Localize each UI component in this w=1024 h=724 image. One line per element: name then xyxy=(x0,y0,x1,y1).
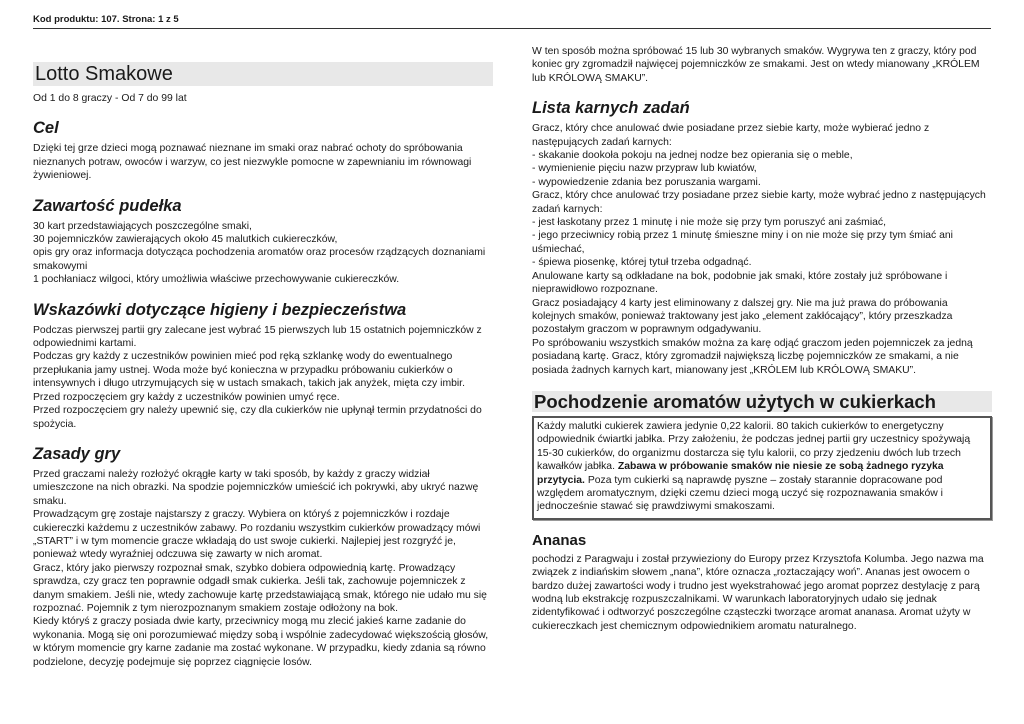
penalty-line: - wypowiedzenie zdania bez poruszania wargami. xyxy=(532,176,761,188)
zawartosc-line: opis gry oraz informacja dotycząca pochodzenia aromatów oraz procesów rządzących doznaniami smakowymi xyxy=(33,247,486,272)
penalty-line: Gracz, który chce anulować dwie posiadane przez siebie karty, może wybierać jedno z następujących zadań karnych: xyxy=(532,123,930,148)
penalty-line: - wymienienie pięciu nazw przypraw lub kwiatów, xyxy=(532,163,757,175)
heading-zasady: Zasady gry xyxy=(33,444,121,463)
heading-pochodzenie: Pochodzenie aromatów użytych w cukierkach xyxy=(532,391,992,412)
calorie-info-text xyxy=(537,420,987,514)
calorie-text-bold: Zabawa w próbowanie smaków nie niesie ze sobą żadnego ryzyka przytycia. xyxy=(537,461,944,486)
heading-ananas: Ananas xyxy=(532,531,587,549)
document-title: Lotto Smakowe xyxy=(33,62,493,86)
penalty-line: Anulowane karty są odkładane na bok, podobnie jak smaki, które zostały już spróbowane i nieprawidłowo rozpoznane. xyxy=(532,270,948,296)
heading-lista-karnych: Lista karnych zadań xyxy=(532,99,690,118)
calorie-info-box xyxy=(532,416,992,520)
higiena-line: Podczas pierwszej partii gry zalecane jest wybrać 15 pierwszych lub 15 ostatnich pojemniczków z odpowiednimi kartami. xyxy=(33,324,482,350)
penalty-line: Po spróbowaniu wszystkich smaków można za karę odjąć graczom jeden pojemniczek za jedną posiadaną kartę. Gracz, który zgromadził największą liczbę pojemniczków ze smakami, a nie posiada żadnych karnych kart, mianowany jest „KRÓLEM lub KRÓLOWĄ SMAKU”. xyxy=(532,337,973,376)
zawartosc-line: 1 pochłaniacz wilgoci, który umożliwia właściwe przechowywanie cukiereczków. xyxy=(33,274,400,286)
heading-zawartosc: Zawartość pudełka xyxy=(33,196,182,215)
penalty-line: - śpiewa piosenkę, której tytuł trzeba odgadnąć. xyxy=(532,257,752,269)
penalty-line: - jest łaskotany przez 1 minutę i nie może się przy tym poruszyć ani zaśmiać, xyxy=(532,217,886,229)
penalty-line: Gracz, który chce anulować trzy posiadane przez siebie karty, może wybrać jedno z następujących zadań karnych: xyxy=(532,190,986,215)
zasady-line: Kiedy któryś z graczy posiada dwie karty, przeciwnicy mogą mu zlecić jakieś karne zadanie do wykonania. Mogą się oni porozumiewać między sobą i wspólnie zadecydować większością głosów, w którym momencie gry karne zadanie ma zostać wykonane. W przypadku, kiedy zdania są równo podzielone, decyzję podejmuje się poprzez ciągnięcie losów. xyxy=(33,616,489,668)
left-column xyxy=(33,58,493,669)
higiena-line: Przed rozpoczęciem gry każdy z uczestników powinien umyć ręce. xyxy=(33,391,340,403)
calorie-text-start: Każdy malutki cukierek zawiera jedynie 0,22 kalorii. 80 takich cukierków to energetyczny odpowiednik ćwiartki jabłka. Przy założeniu, że podczas jednej partii gry uczestnicy spożywają 15-30 cukierków, do organizmu dostarcza się tylu kalorii, co przy zjedzeniu dwóch lub trzech kawałków jabłka. xyxy=(537,420,971,473)
zasady-line: Przed graczami należy rozłożyć okrągłe karty w taki sposób, by każdy z graczy widział umieszczone na nich obrazki. Na spodzie pojemniczków umieścić ich pokrywki, aby ukryć nazwę smaku. xyxy=(33,468,479,507)
penalty-line: - jego przeciwnicy robią przez 1 minutę śmieszne miny i on nie może się przy tym śmiać ani uśmiechać, xyxy=(532,230,953,255)
zasady-line: Gracz, który jako pierwszy rozpoznał smak, szybko dobiera odpowiednią kartę. Prowadzący sprawdza, czy gracz ten poprawnie odgadł smak cukierka. Jeśli tak, zachowuje pojemniczek z danym smakiem. Jeśli nie, wtedy zachowuje kartę przedstawiającą smak, którego nie udało mu się rozpoznać. Pojemnik z tym nierozpoznanym smakiem zostaje odłożony na bok. xyxy=(33,562,487,614)
heading-cel: Cel xyxy=(33,119,59,138)
higiena-line: Przed rozpoczęciem gry należy upewnić się, czy dla cukierków nie upłynął termin przydatności do spożycia. xyxy=(33,405,482,430)
zawartosc-line: 30 kart przedstawiających poszczególne smaki, xyxy=(33,220,252,232)
zawartosc-line: 30 pojemniczków zawierających około 45 malutkich cukiereczków, xyxy=(33,234,338,246)
page-header: Kod produktu: 107. Strona: 1 z 5 xyxy=(33,14,991,29)
player-age-info: Od 1 do 8 graczy - Od 7 do 99 lat xyxy=(33,93,187,104)
higiena-line: Podczas gry każdy z uczestników powinien mieć pod ręką szklankę wody do ewentualnego przepłukania jamy ustnej. Woda może być konieczna w przypadku próbowaniu cukierków o intensywnych i długo utrzymujących się w ustach smakach, takich jak anyżek, mięta czy imbir. xyxy=(33,351,465,390)
penalty-line: - skakanie dookoła pokoju na jednej nodze bez opierania się o meble, xyxy=(532,150,853,162)
calorie-text-end: Poza tym cukierki są naprawdę pyszne – zostały starannie dopracowane pod względem aromatycznym, dzięki czemu dzieci mogą uczyć się rozpoznawania smaków i jednocześnie stawać się prawdziwymi smakoszami. xyxy=(537,474,943,513)
right-column xyxy=(532,45,992,633)
intro-text: W ten sposób można spróbować 15 lub 30 wybranych smaków. Wygrywa ten z graczy, który pod koniec gry zgromadził najwięcej pojemniczków ze smakami. Jest on wtedy mianowany „KRÓLEM lub KRÓLOWĄ SMAKU”. xyxy=(532,46,980,84)
zasady-line: Prowadzącym grę zostaje najstarszy z graczy. Wybiera on któryś z pojemniczków i rozdaje cukiereczki każdemu z uczestników zabawy. Po rozdaniu wszystkim cukierków prowadzący mówi „START” i w tym momencie gracze wkładają do ust swoje cukierki. Najlepiej jest rozgryźć je, ponieważ wtedy wyraźniej odczuwa się zawarty w nich aromat. xyxy=(33,509,481,561)
cel-text: Dzięki tej grze dzieci mogą poznawać nieznane im smaki oraz nabrać ochoty do spróbowania nieznanych potraw, owoców i warzyw, co jest niezwykle pomocne w zapewnianiu im równowagi żywieniowej. xyxy=(33,143,472,182)
heading-higiena: Wskazówki dotyczące higieny i bezpieczeństwa xyxy=(33,300,407,319)
ananas-text: pochodzi z Paragwaju i został przywieziony do Europy przez Krzysztofa Kolumba. Jego nazwa ma związek z indiańskim słowem „nana”, które oznacza „roztaczający woń”. Ananas jest owocem o bardzo dużej zawartości wody i trudno jest wyekstrahować jego aromat poprzez destylację z parą wodną lub ekstrakcję rozpuszczalnikami. W warunkach laboratoryjnych udało się jednak zidentyfikować i odtworzyć poszczególne cząsteczki tworzące aromat ananasa. Aromat użyty w cukiereczkach jest chemicznym odpowiednikiem aromatu naturalnego. xyxy=(532,553,984,632)
penalty-line: Gracz posiadający 4 karty jest eliminowany z dalszej gry. Nie ma już prawa do próbowania kolejnych smaków, ponieważ traktowany jest jako „element zakłócający”, który przeszkadza pozostałym graczom w poprawnym odgadywaniu. xyxy=(532,297,953,336)
